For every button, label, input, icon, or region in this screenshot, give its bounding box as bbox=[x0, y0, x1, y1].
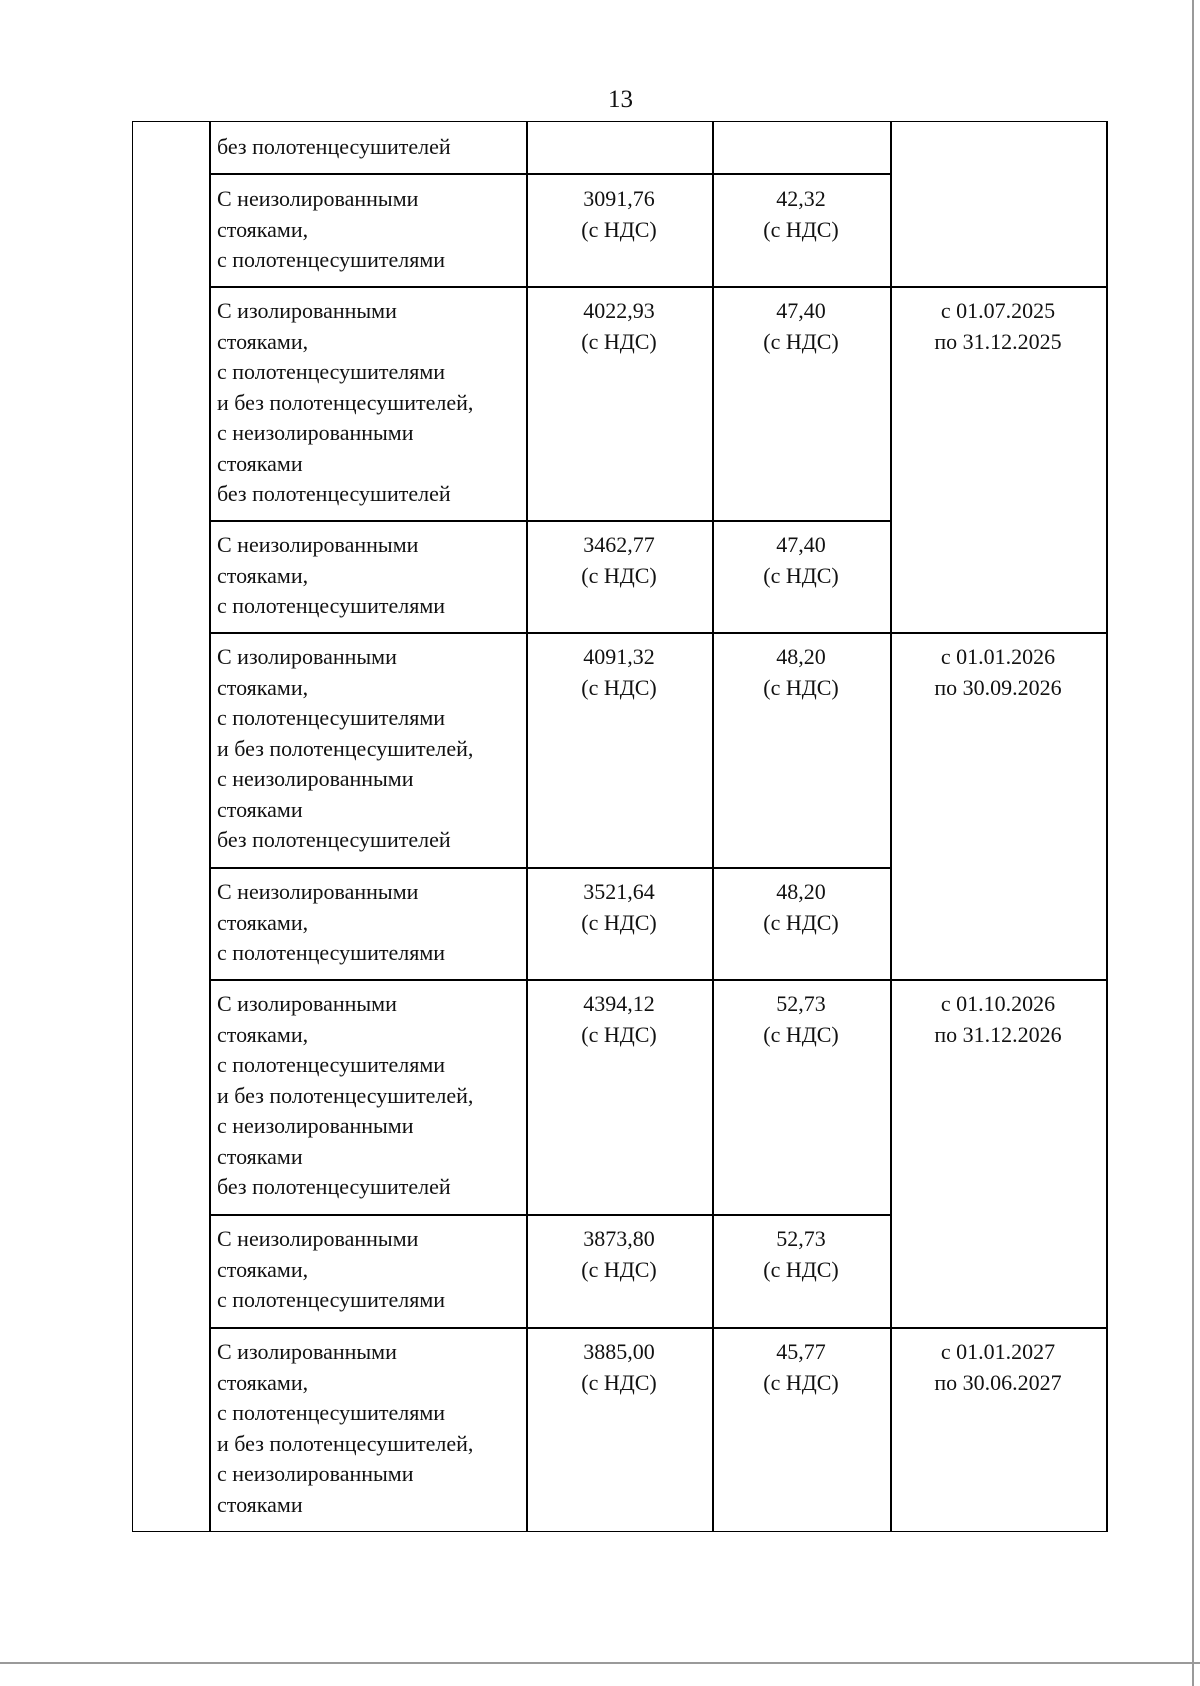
price-cell: 3873,80 (с НДС) bbox=[581, 1226, 657, 1282]
period-cell: с 01.10.2026 по 31.12.2026 bbox=[934, 991, 1062, 1047]
row-description: С изолированными стояками, с полотенцесушителями и без полотенцесушителей, с неизолированными стояками без полотенцесушителей bbox=[217, 298, 474, 506]
price-cell: 4394,12 (с НДС) bbox=[581, 991, 657, 1047]
rate-cell: 45,77 (с НДС) bbox=[763, 1339, 839, 1395]
rate-cell: 47,40 (с НДС) bbox=[763, 298, 839, 354]
price-cell: 3521,64 (с НДС) bbox=[581, 879, 657, 935]
row-divider-5 bbox=[209, 867, 891, 869]
period-cell: с 01.01.2027 по 30.06.2027 bbox=[934, 1339, 1062, 1395]
rate-cell: 47,40 (с НДС) bbox=[763, 532, 839, 588]
row-description: С неизолированными стояками, с полотенцесушителями bbox=[217, 532, 446, 618]
rate-cell: 42,32 (с НДС) bbox=[763, 186, 839, 242]
row-description: без полотенцесушителей bbox=[217, 134, 451, 159]
row-description: С неизолированными стояками, с полотенцесушителями bbox=[217, 1226, 446, 1312]
row-description: С неизолированными стояками, с полотенцесушителями bbox=[217, 186, 446, 272]
row-divider-6 bbox=[209, 979, 1107, 981]
row-divider-2 bbox=[209, 286, 1107, 288]
price-cell: 4022,93 (с НДС) bbox=[581, 298, 657, 354]
period-cell: с 01.01.2026 по 30.09.2026 bbox=[934, 644, 1062, 700]
rate-cell: 48,20 (с НДС) bbox=[763, 644, 839, 700]
row-divider-4 bbox=[209, 632, 1107, 634]
price-cell: 4091,32 (с НДС) bbox=[581, 644, 657, 700]
rate-cell: 48,20 (с НДС) bbox=[763, 879, 839, 935]
row-description: С изолированными стояками, с полотенцесушителями и без полотенцесушителей, с неизолированными стояками bbox=[217, 1339, 474, 1517]
row-description: С изолированными стояками, с полотенцесушителями и без полотенцесушителей, с неизолированными стояками без полотенцесушителей bbox=[217, 644, 474, 852]
page-edge-bottom bbox=[0, 1662, 1200, 1664]
page-edge-right bbox=[1192, 0, 1194, 1686]
column-divider-1 bbox=[209, 122, 211, 1531]
rate-cell: 52,73 (с НДС) bbox=[763, 1226, 839, 1282]
row-divider-8 bbox=[209, 1327, 1107, 1329]
rate-cell: 52,73 (с НДС) bbox=[763, 991, 839, 1047]
price-cell: 3091,76 (с НДС) bbox=[581, 186, 657, 242]
page-number: 13 bbox=[608, 86, 633, 113]
row-description: С неизолированными стояками, с полотенцесушителями bbox=[217, 879, 446, 965]
row-divider-7 bbox=[209, 1214, 891, 1216]
column-divider-5 bbox=[1106, 122, 1108, 1531]
period-cell: с 01.07.2025 по 31.12.2025 bbox=[934, 298, 1062, 354]
row-description: С изолированными стояками, с полотенцесушителями и без полотенцесушителей, с неизолированными стояками без полотенцесушителей bbox=[217, 991, 474, 1199]
row-divider-3 bbox=[209, 520, 891, 522]
tariff-table bbox=[132, 121, 1108, 1532]
price-cell: 3885,00 (с НДС) bbox=[581, 1339, 657, 1395]
price-cell: 3462,77 (с НДС) bbox=[581, 532, 657, 588]
row-divider-1 bbox=[209, 173, 891, 175]
